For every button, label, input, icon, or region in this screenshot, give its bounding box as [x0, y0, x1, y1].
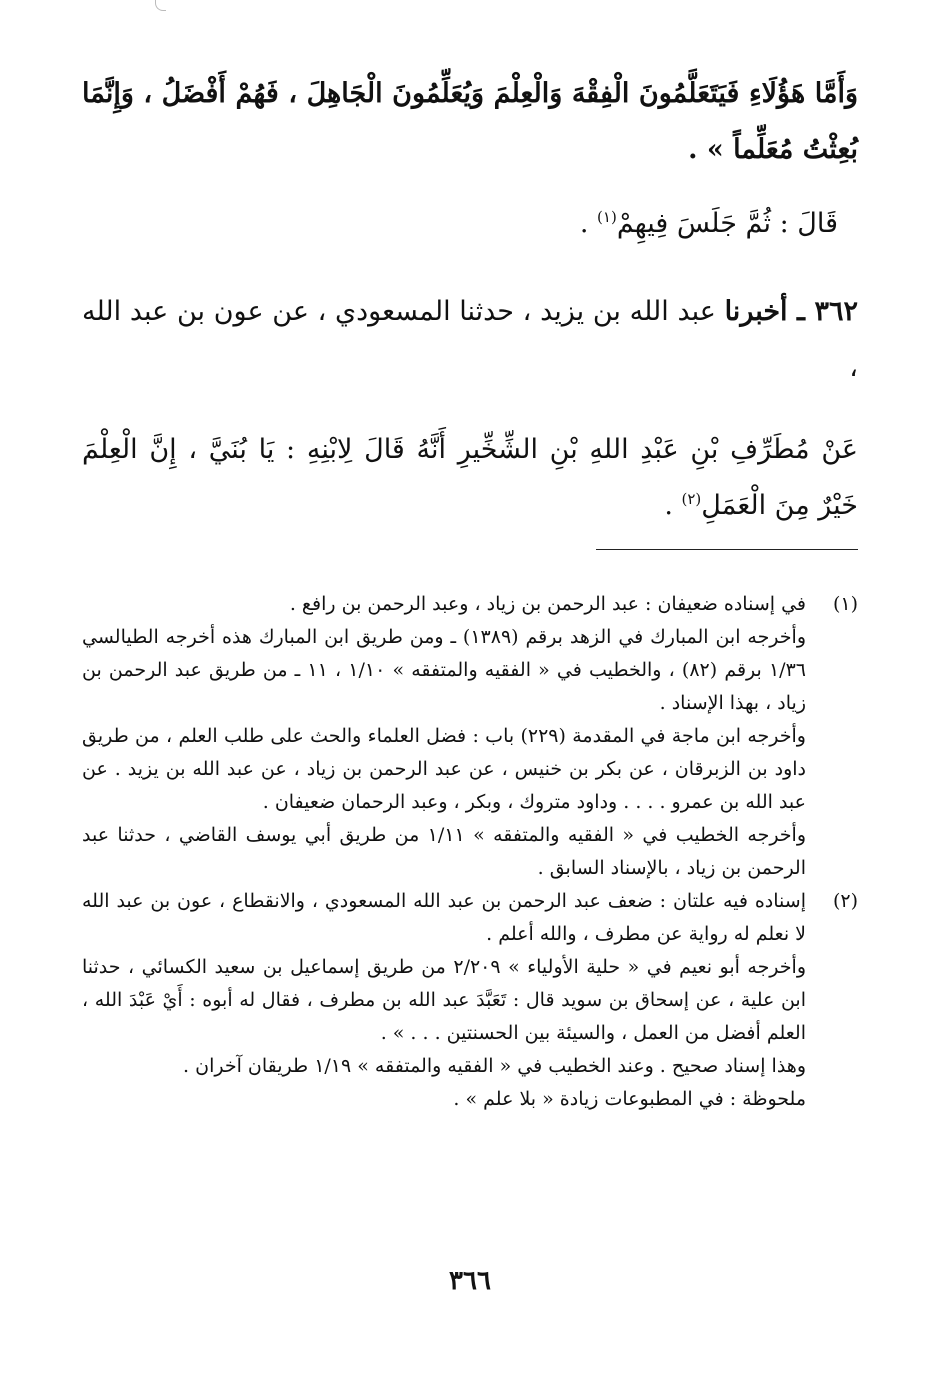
- footnote-line: في إسناده ضعيفان : عبد الرحمن بن زياد ، وعبد الرحمن بن رافع .: [289, 593, 806, 615]
- isnad-paragraph: [82, 284, 858, 396]
- quote-paragraph: وَأَمَّا هَؤُلَاءِ فَيَتَعَلَّمُونَ الْفِقْهَ وَالْعِلْمَ وَيُعَلِّمُونَ الْجَاهِلَ ، فَهُمْ أَفْضَلُ ، وَإِنَّمَا بُعِثْتُ مُعَلِّماً » .: [82, 78, 858, 165]
- isnad-text: عبد الله بن يزيد ، حدثنا المسعودي ، عن عون بن عبد الله ،: [82, 296, 858, 383]
- page-number: ٣٦٦: [449, 1266, 491, 1296]
- footnote-line: وأخرجه الخطيب في « الفقيه والمتفقه » ١/١١ من طريق أبي يوسف القاضي ، حدثنا عبد الرحمن بن زياد ، بالإسناد السابق .: [82, 824, 807, 879]
- matn-end: .: [664, 490, 682, 521]
- footnote-line: وأخرجه أبو نعيم في « حلية الأولياء » ٢/٢٠٩ من طريق إسماعيل بن سعيد الكسائي ، حدثنا ابن علية ، عن إسحاق بن سويد قال : تَعَبَّدَ عبد الله بن مطرف ، فقال له أبوه : أَيْ عَبْدَ الله ، العلم أفضل من العمل ، والسيئة بين الحسنتين . . . » .: [82, 956, 806, 1044]
- qala-end: .: [579, 208, 598, 239]
- footnote-divider: [596, 549, 858, 550]
- matn-paragraph: [82, 422, 858, 534]
- footnote-line: وأخرجه ابن ماجة في المقدمة (٢٢٩) باب : فضل العلماء والحث على طلب العلم ، من طريق داود بن الزبرقان ، عن بكر بن خنيس ، عن عبد الرحمن بن زياد ، عن عبد الله بن يزيد . عن عبد الله بن عمرو . . . . وداود متروك ، وبكر ، وعبد الرحمان ضعيفان .: [82, 725, 806, 813]
- footnote-body: [82, 588, 806, 885]
- footnote-ref-2: (٢): [681, 490, 702, 508]
- footnotes: [82, 588, 858, 1116]
- footnote-2: [82, 885, 858, 1116]
- scan-corner-mark: [155, 0, 166, 11]
- footnote-ref-1: (١): [597, 208, 617, 226]
- footnote-line: وهذا إسناد صحيح . وعند الخطيب في « الفقيه والمتفقه » ١/١٩ طريقان آخران .: [183, 1055, 806, 1077]
- qala-text: قَالَ : ثُمَّ جَلَسَ فِيهِمْ: [616, 208, 838, 239]
- main-text: [82, 66, 858, 534]
- footnote-body: [82, 885, 806, 1116]
- footnote-1: [82, 588, 858, 885]
- footnote-line: وأخرجه ابن المبارك في الزهد برقم (١٣٨٩) ـ ومن طريق ابن المبارك هذه أخرجه الطيالسي ١/٣٦ برقم (٨٢) ، والخطيب في « الفقيه والمتفقه » ١/١٠ ، ١١ ـ من طريق عبد الرحمن بن زياد ، بهذا الإسناد .: [82, 626, 806, 714]
- footnote-line: ملحوظة : في المطبوعات زيادة « بلا علم » .: [453, 1088, 806, 1110]
- qala-paragraph: [82, 196, 858, 252]
- footnote-line: إسناده فيه علتان : ضعف عبد الرحمن بن عبد الله المسعودي ، والانقطاع ، عون بن عبد الله لا نعلم له رواية عن مطرف ، والله أعلم .: [82, 890, 806, 945]
- footnote-number: (٢): [832, 890, 858, 912]
- footnote-number: (١): [832, 593, 858, 615]
- matn-text: عَنْ مُطَرِّفِ بْنِ عَبْدِ اللهِ بْنِ الشِّخِّيرِ أَنَّهُ قَالَ لِابْنِهِ : يَا بُنَيَّ ، إِنَّ الْعِلْمَ خَيْرٌ مِنَ الْعَمَلِ: [82, 434, 858, 521]
- hadith-number: ٣٦٢ ـ أخبرنا: [724, 296, 858, 327]
